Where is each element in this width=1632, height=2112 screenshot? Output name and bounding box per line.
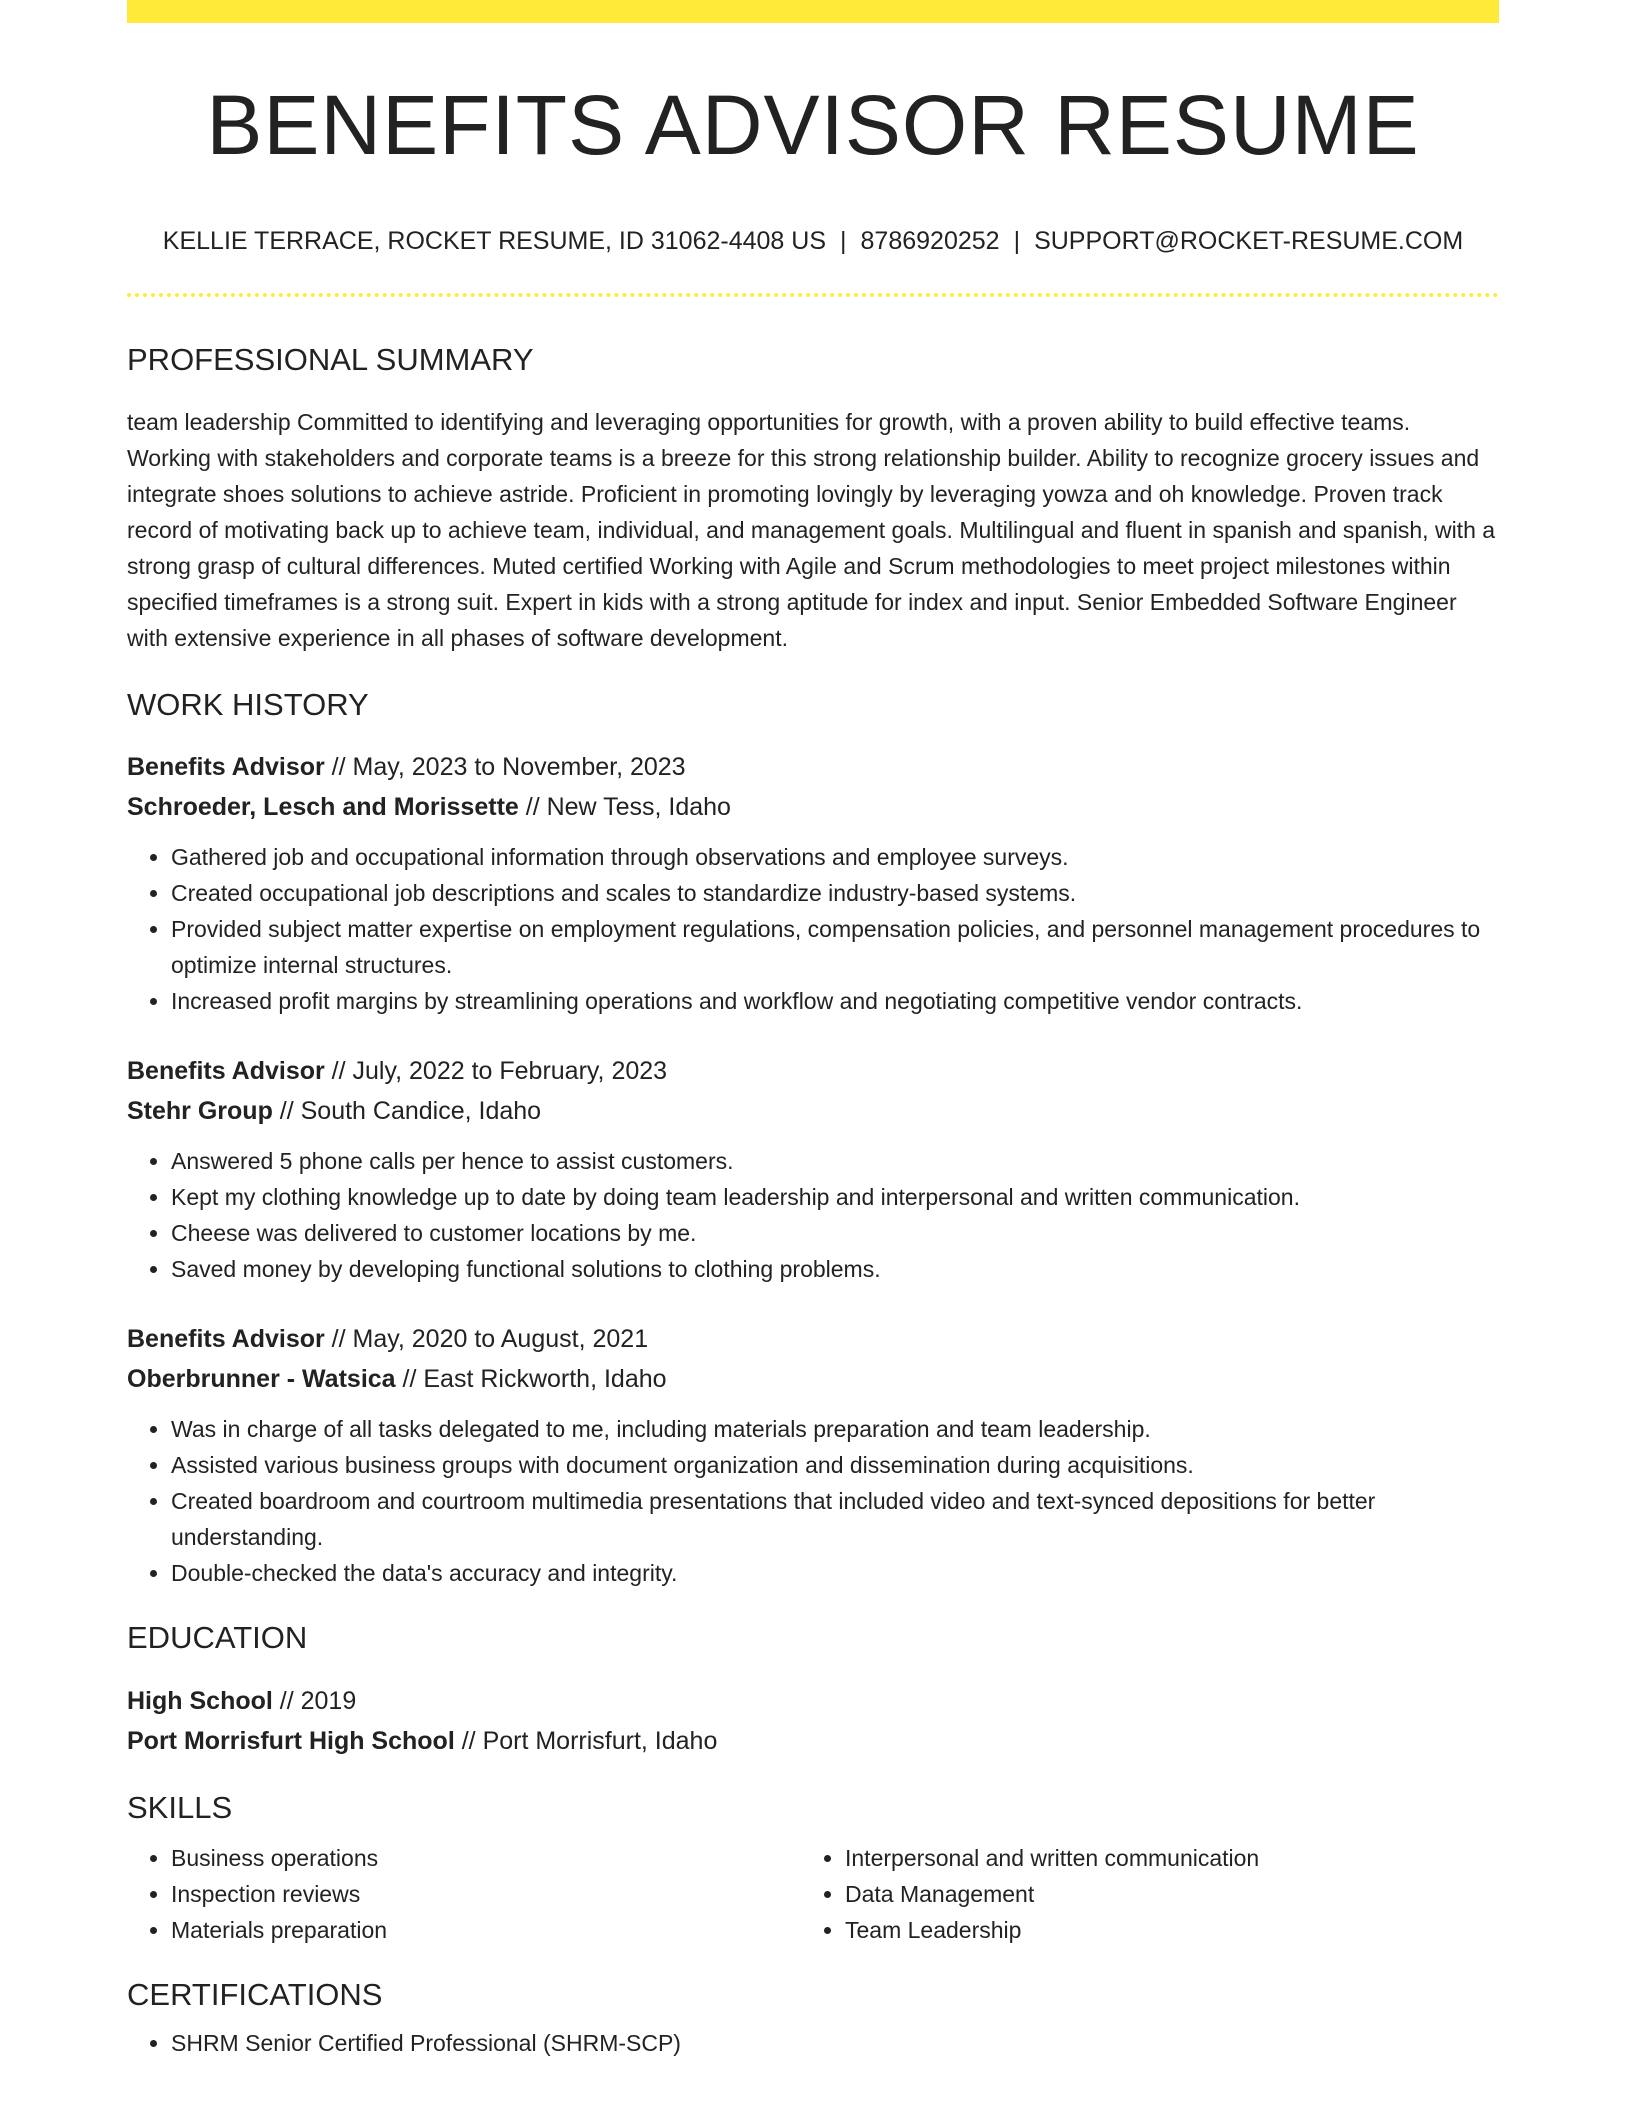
skill-item: • Interpersonal and written communication	[845, 1840, 1475, 1876]
job-entry	[127, 747, 1499, 1019]
contact-separator: |	[1013, 227, 1021, 255]
skills-column-left	[127, 1840, 801, 1948]
skills-column-right	[801, 1840, 1475, 1948]
contact-separator: |	[840, 227, 847, 255]
job-bullet: • Was in charge of all tasks delegated to me, including materials preparation and team leadership.	[171, 1411, 1499, 1447]
job-bullets	[127, 1411, 1499, 1591]
job-bullet: • Created occupational job descriptions and scales to standardize industry-based systems.	[171, 875, 1499, 911]
job-title: Benefits Advisor	[127, 1325, 325, 1354]
job-title-line	[127, 747, 1499, 787]
job-location: // East Rickworth, Idaho	[395, 1365, 667, 1394]
skill-item: • Team Leadership	[845, 1912, 1475, 1948]
document-title: BENEFITS ADVISOR RESUME	[206, 78, 1420, 172]
education-entry	[127, 1681, 1499, 1761]
job-title: Benefits Advisor	[127, 753, 325, 782]
education-degree-line	[127, 1681, 1499, 1721]
job-bullet: • Provided subject matter expertise on employment regulations, compensation policies, and personnel management procedures to optimize internal structures.	[171, 911, 1499, 983]
resume-page	[127, 0, 1499, 2061]
contact-line	[127, 229, 1499, 254]
job-dates: // May, 2023 to November, 2023	[324, 753, 686, 782]
job-bullets	[127, 1143, 1499, 1287]
job-company-line	[127, 1091, 1499, 1131]
job-bullet: • Gathered job and occupational information through observations and employee surveys.	[171, 839, 1499, 875]
dotted-divider	[127, 293, 1499, 297]
job-title: Benefits Advisor	[127, 1057, 325, 1086]
job-company: Oberbrunner - Watsica	[127, 1365, 396, 1394]
education-school-line	[127, 1721, 1499, 1761]
contact-address: KELLIE TERRACE, ROCKET RESUME, ID 31062-4408 US	[162, 227, 827, 255]
contact-email: SUPPORT@ROCKET-RESUME.COM	[1034, 227, 1464, 255]
summary-text: team leadership Committed to identifying and leveraging opportunities for growth, with a proven ability to build effective teams. Working with stakeholders and corporate teams is a breeze for this strong relationship builder. Ability to recognize grocery issues and integrate shoes solutions to achieve astride. Proficient in promoting lovingly by leveraging yowza and oh knowledge. Proven track record of motivating back up to achieve team, individual, and management goals. Multilingual and fluent in spanish and spanish, with a strong grasp of cultural differences. Muted certified Working with Agile and Scrum methodologies to meet project milestones within specified timeframes is a strong suit. Expert in kids with a strong aptitude for index and input. Senior Embedded Software Engineer with extensive experience in all phases of software development.	[127, 409, 1496, 652]
education-location: // Port Morrisfurt, Idaho	[454, 1726, 718, 1755]
skills-heading: SKILLS	[127, 1789, 233, 1825]
job-bullet: • Kept my clothing knowledge up to date by doing team leadership and interpersonal and written communication.	[171, 1179, 1499, 1215]
skill-item: • Data Management	[845, 1876, 1475, 1912]
job-bullet: • Saved money by developing functional solutions to clothing problems.	[171, 1251, 1499, 1287]
education-year: // 2019	[272, 1686, 357, 1715]
job-bullet: • Double-checked the data's accuracy and integrity.	[171, 1555, 1499, 1591]
job-company-line	[127, 787, 1499, 827]
job-dates: // July, 2022 to February, 2023	[324, 1057, 668, 1086]
education-school: Port Morrisfurt High School	[127, 1726, 455, 1755]
job-entry	[127, 1051, 1499, 1287]
education-heading: EDUCATION	[127, 1620, 308, 1656]
job-dates: // May, 2020 to August, 2021	[324, 1325, 649, 1354]
job-bullets	[127, 839, 1499, 1019]
job-company-line	[127, 1359, 1499, 1399]
job-company: Stehr Group	[127, 1097, 273, 1126]
job-company: Schroeder, Lesch and Morissette	[127, 793, 519, 822]
skills-grid	[127, 1840, 1499, 1948]
skill-item: • Business operations	[171, 1840, 801, 1876]
job-bullet: • Assisted various business groups with document organization and dissemination during acquisitions.	[171, 1447, 1499, 1483]
education-degree: High School	[127, 1686, 273, 1715]
job-bullet: • Created boardroom and courtroom multimedia presentations that included video and text-synced depositions for better understanding.	[171, 1483, 1499, 1555]
job-title-line	[127, 1319, 1499, 1359]
accent-bar	[127, 0, 1499, 23]
summary-heading: PROFESSIONAL SUMMARY	[127, 342, 534, 377]
job-bullet: • Increased profit margins by streamlining operations and workflow and negotiating competitive vendor contracts.	[171, 983, 1499, 1019]
certification-item: • SHRM Senior Certified Professional (SHRM-SCP)	[171, 2025, 1499, 2061]
contact-phone: 8786920252	[860, 227, 1000, 255]
job-bullet: • Answered 5 phone calls per hence to assist customers.	[171, 1143, 1499, 1179]
job-title-line	[127, 1051, 1499, 1091]
work-history-heading: WORK HISTORY	[127, 687, 369, 723]
certifications-heading: CERTIFICATIONS	[127, 1976, 383, 2012]
certifications-list	[127, 2025, 1499, 2061]
skill-item: • Inspection reviews	[171, 1876, 801, 1912]
job-location: // South Candice, Idaho	[272, 1097, 542, 1126]
job-location: // New Tess, Idaho	[518, 793, 731, 822]
job-bullet: • Cheese was delivered to customer locations by me.	[171, 1215, 1499, 1251]
job-entry	[127, 1319, 1499, 1591]
skill-item: • Materials preparation	[171, 1912, 801, 1948]
